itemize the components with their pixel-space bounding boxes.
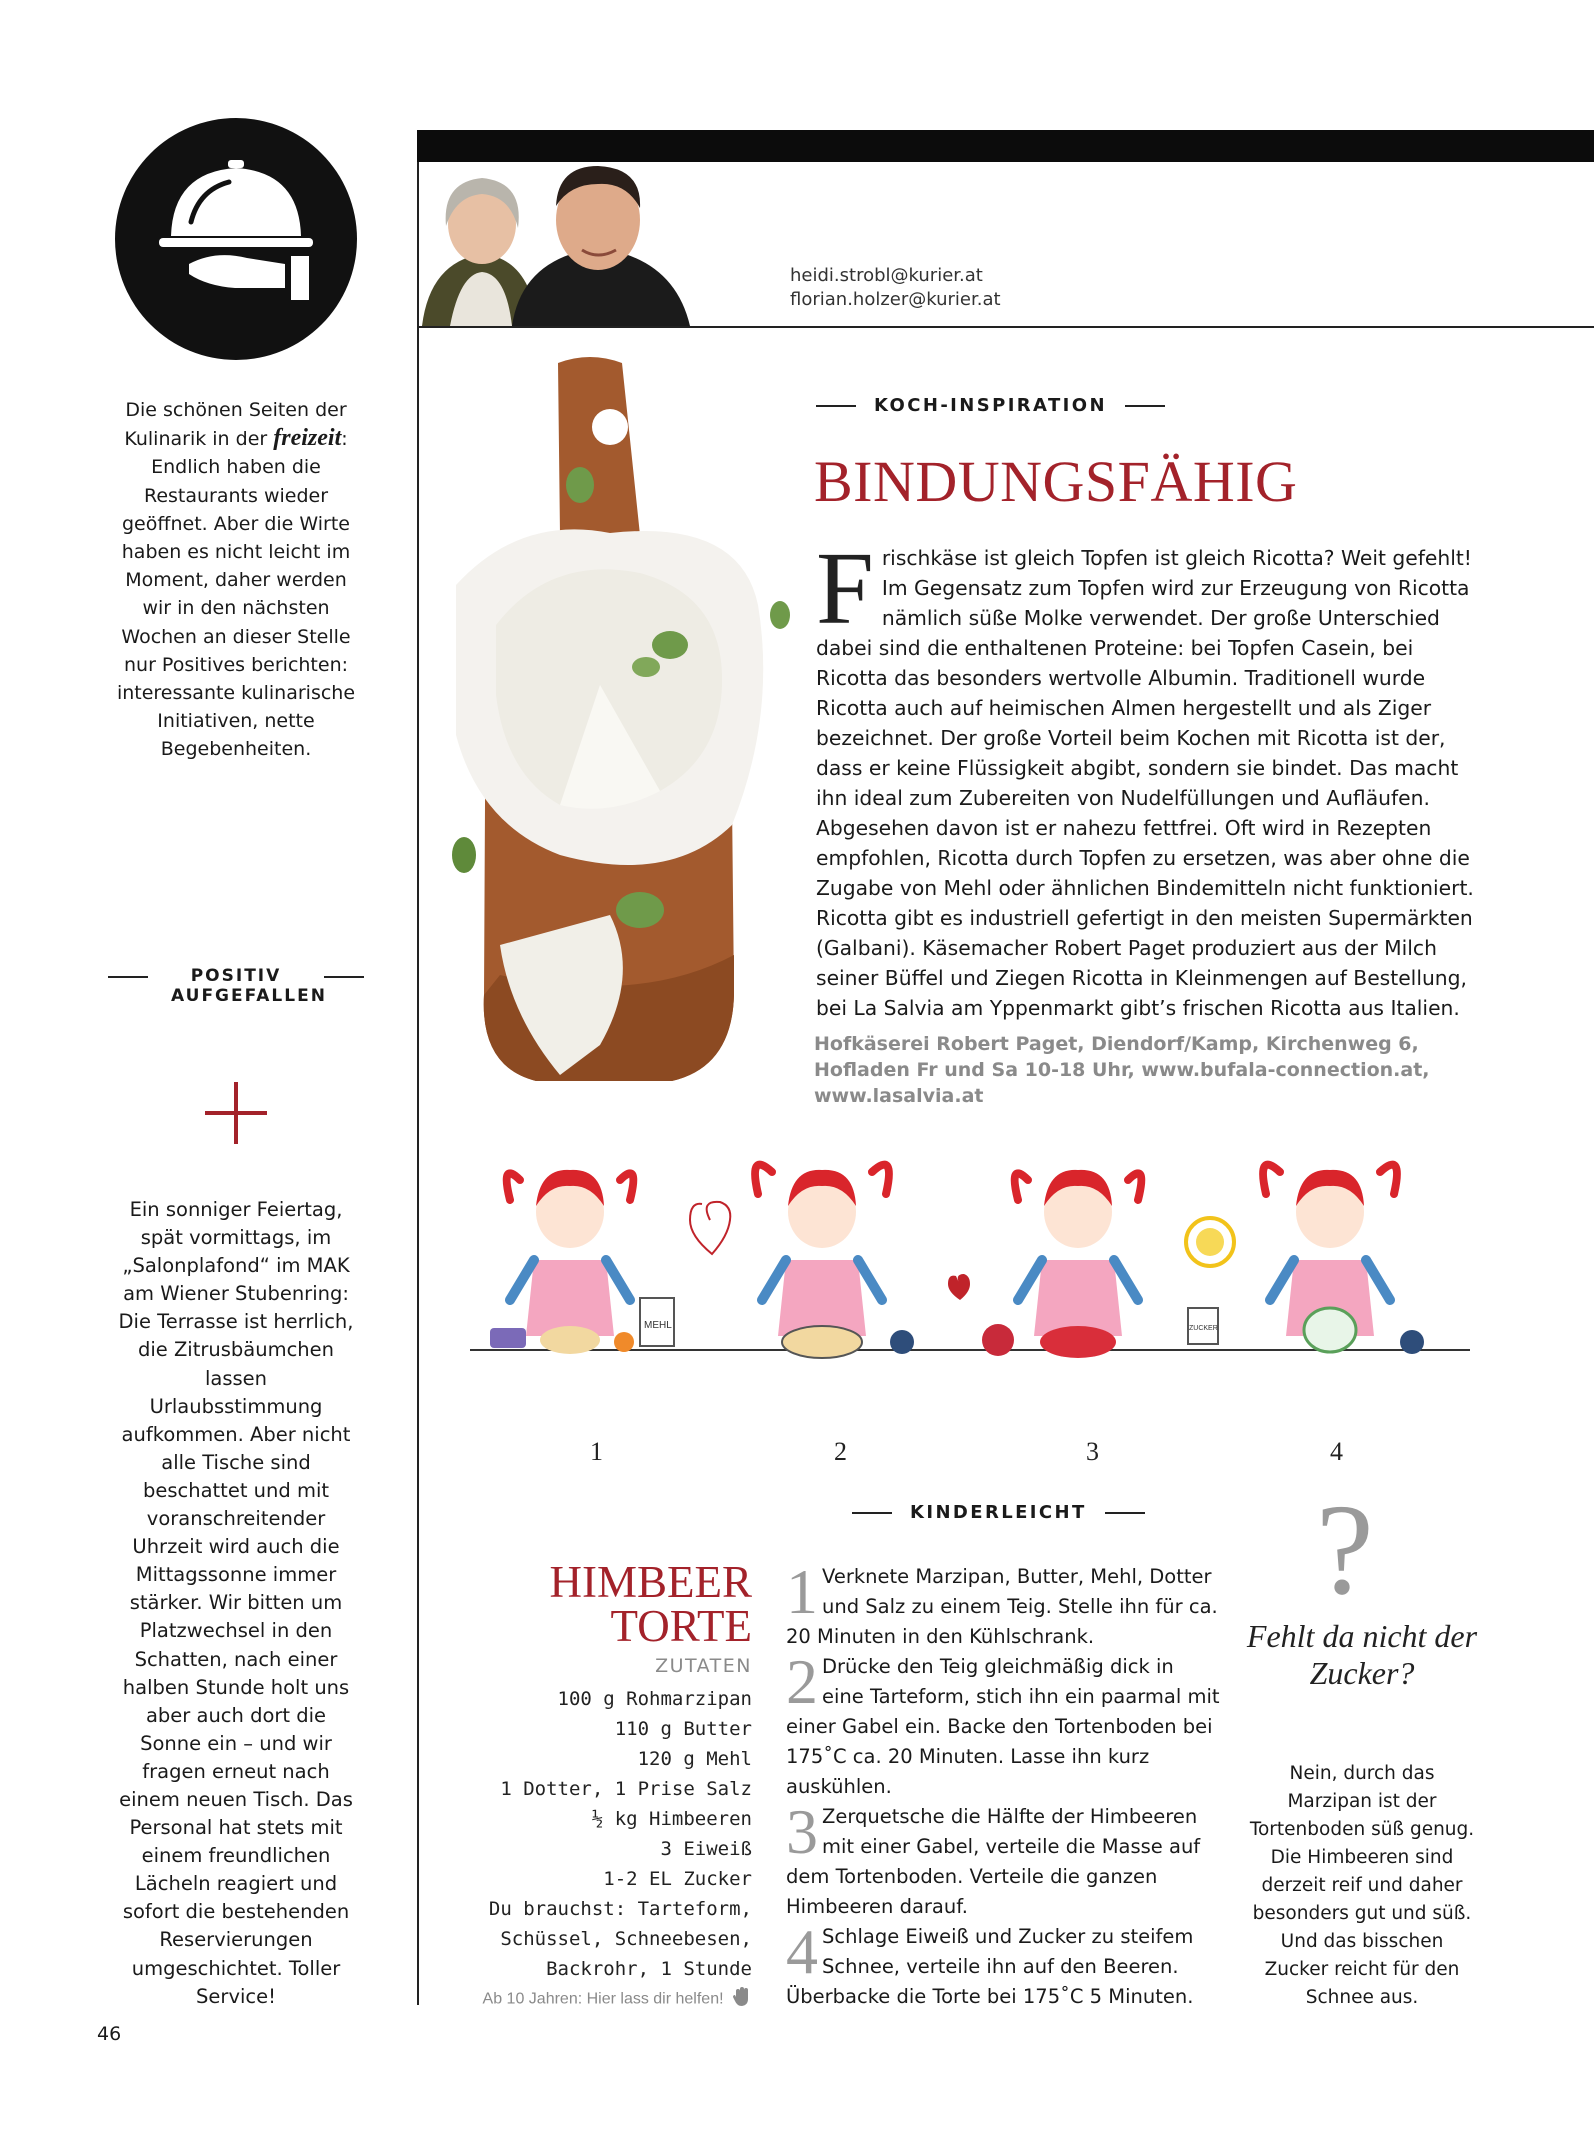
article-address: Hofkäserei Robert Paget, Diendorf/Kamp, Kirchenweg 6, Hofladen Fr und Sa 10-18 Uhr, www.bufala-connection.at, www.lasalvia.at (814, 1033, 1430, 1107)
illustration-step-1: 1 (590, 1437, 603, 1466)
header-bar (417, 130, 1594, 162)
ingredients-list (470, 1684, 752, 1984)
equipment-line: Backrohr, 1 Stunde (546, 1958, 752, 1980)
article-body: Frischkäse ist gleich Topfen ist gleich Ricotta? Weit gefehlt! Im Gegensatz zum Topfen wird zur Erzeugung von Ricotta nämlich süße Molke verwendet. Der große Unterschied dabei sind die enthaltenen Proteine: bei Topfen Casein, bei Ricotta das besonders wertvolle Albumin. Traditionell wurde Ricotta auch auf heimischen Almen hergestellt und als Ziger bezeichnet. Der große Vorteil beim Kochen mit Ricotta ist der, dass er keine Flüssigkeit abgibt, sondern sie bindet. Das macht ihn ideal zum Zubereiten von Nudelfüllungen und Aufläufen. Abgesehen davon ist er nahezu fettfrei. Oft wird in Rezepten empfohlen, Ricotta durch Topfen zu ersetzen, was aber ohne die Zugabe von Mehl oder ähnlichen Bindemitteln nicht funktioniert. Ricotta gibt es industriell gefertigt in den meisten Supermärkten (Galbani). Käsemacher Robert Paget produziert aus der Milch seiner Büffel und Ziegen Ricotta in Kleinmengen auf Bestellung, bei La Salvia am Yppenmarkt gibt’s frischen Ricotta aus Italien. (816, 531, 1474, 1020)
ingredient-item: 120 g Mehl (637, 1748, 752, 1770)
illustration-step-2: 2 (834, 1437, 847, 1466)
review-text: Ein sonniger Feiertag, spät vormittags, im „Salonplafond“ im MAK am Wiener Stubenring: Die Terrasse ist herrlich, die Zitrusbäumchen lassen Urlaubsstimmung aufkommen. Aber nicht alle Tische sind beschattet und mit voranschreitender Uhrzeit wird auch die Mittagssonne immer stärker. Wir bitten um Platzwechsel in den Schatten, nach einer halben Stunde holt uns aber auch dort die Sonne ein – und wir fragen erneut nach einem neuen Tisch. Das Personal hat stets mit einem freundlichen Lächeln reagiert und sofort die bestehenden Reservierungen umgeschichtet. Toller Service! (118, 1198, 354, 2008)
sugar-jar-label: ZUCKER (1189, 1325, 1218, 1332)
ingredient-item: 1-2 EL Zucker (603, 1868, 752, 1890)
recipe-title: HIMBEER TORTE (549, 1557, 752, 1651)
recipe-step: 2 Drücke den Teig gleichmäßig dick in eine Tarteform, stich ihn ein paarmal mit einer Gabel ein. Backe den Tortenboden bei 175˚C ca. 20 Minuten. Lasse ihn kurz auskühlen. (786, 1646, 1220, 1798)
ingredient-item: 100 g Rohmarzipan (557, 1688, 752, 1710)
age-note: Ab 10 Jahren: Hier lass dir helfen! (430, 1987, 752, 2012)
recipe-step: 3 Zerquetsche die Hälfte der Himbeeren mit einer Gabel, verteile die Masse auf dem Tortenboden. Verteile die ganzen Himbeeren darauf. (786, 1796, 1201, 1918)
ricotta-board-photo (440, 355, 800, 1090)
hand-icon (732, 1987, 752, 2012)
brand-name: freizeit (273, 425, 342, 452)
header-rule (419, 326, 1594, 328)
question-answer: Nein, durch das Marzipan ist der Tortenboden süß genug. Die Himbeeren sind derzeit reif und daher besonders gut und süß. Und das bisschen Zucker reicht für den Schnee aus. (1249, 1763, 1475, 2008)
column-divider (417, 130, 419, 2005)
ingredient-item: 1 Dotter, 1 Prise Salz (500, 1778, 752, 1800)
email-link-florian[interactable]: florian.holzer@kurier.at (790, 289, 1001, 310)
ingredient-item: ½ kg Himbeeren (591, 1808, 752, 1830)
illustration-step-3: 3 (1086, 1437, 1099, 1466)
question-title: Fehlt da nicht der Zucker? (1246, 1618, 1478, 1691)
sidebar-intro: Die schönen Seiten der Kulinarik in der freizeit: Endlich haben die Restaurants wieder geöffnet. Aber die Wirte haben es nicht leicht im Moment, daher werden wir in den nächsten Wochen an dieser Stelle nur Positives berichten: interessante kulinarische Initiativen, nette Begebenheiten. (116, 399, 356, 761)
email-link-heidi[interactable]: heidi.strobl@kurier.at (790, 265, 983, 286)
author-emails (790, 264, 1001, 312)
flour-bag-label: MEHL (644, 1320, 672, 1331)
ingredient-item: 110 g Butter (614, 1718, 752, 1740)
author-portraits (420, 162, 740, 326)
recipe-kicker: KINDERLEICHT (852, 1502, 1145, 1523)
cloche-serving-hand-icon (115, 118, 357, 360)
equipment-line: Schüssel, Schneebesen, (500, 1928, 752, 1950)
plus-icon (205, 1082, 267, 1144)
page-number: 46 (97, 2023, 122, 2045)
question-mark: ? (1316, 1478, 1374, 1622)
article-headline: BINDUNGSFÄHIG (814, 449, 1298, 514)
section-label-positiv: POSITIV AUFGEFALLEN (108, 966, 364, 1006)
recipe-step: 4 Schlage Eiweiß und Zucker zu steifem Schnee, verteile ihn auf den Beeren. Überbacke die Torte bei 175˚C 5 Minuten. (786, 1916, 1194, 2008)
illustration-step-4: 4 (1330, 1437, 1343, 1466)
drop-cap: F (816, 531, 874, 646)
ingredients-label: ZUTATEN (655, 1655, 752, 1677)
article-kicker: KOCH-INSPIRATION (816, 395, 1165, 416)
recipe-step: 1 Verknete Marzipan, Butter, Mehl, Dotter und Salz zu einem Teig. Stelle ihn für ca. 20 Minuten in den Kühlschrank. (786, 1556, 1218, 1648)
cooking-girl-illustration (470, 1150, 1470, 1410)
recipe-steps (786, 1556, 1220, 2012)
equipment-line: Du brauchst: Tarteform, (488, 1898, 752, 1920)
ingredient-item: 3 Eiweiß (660, 1838, 752, 1860)
